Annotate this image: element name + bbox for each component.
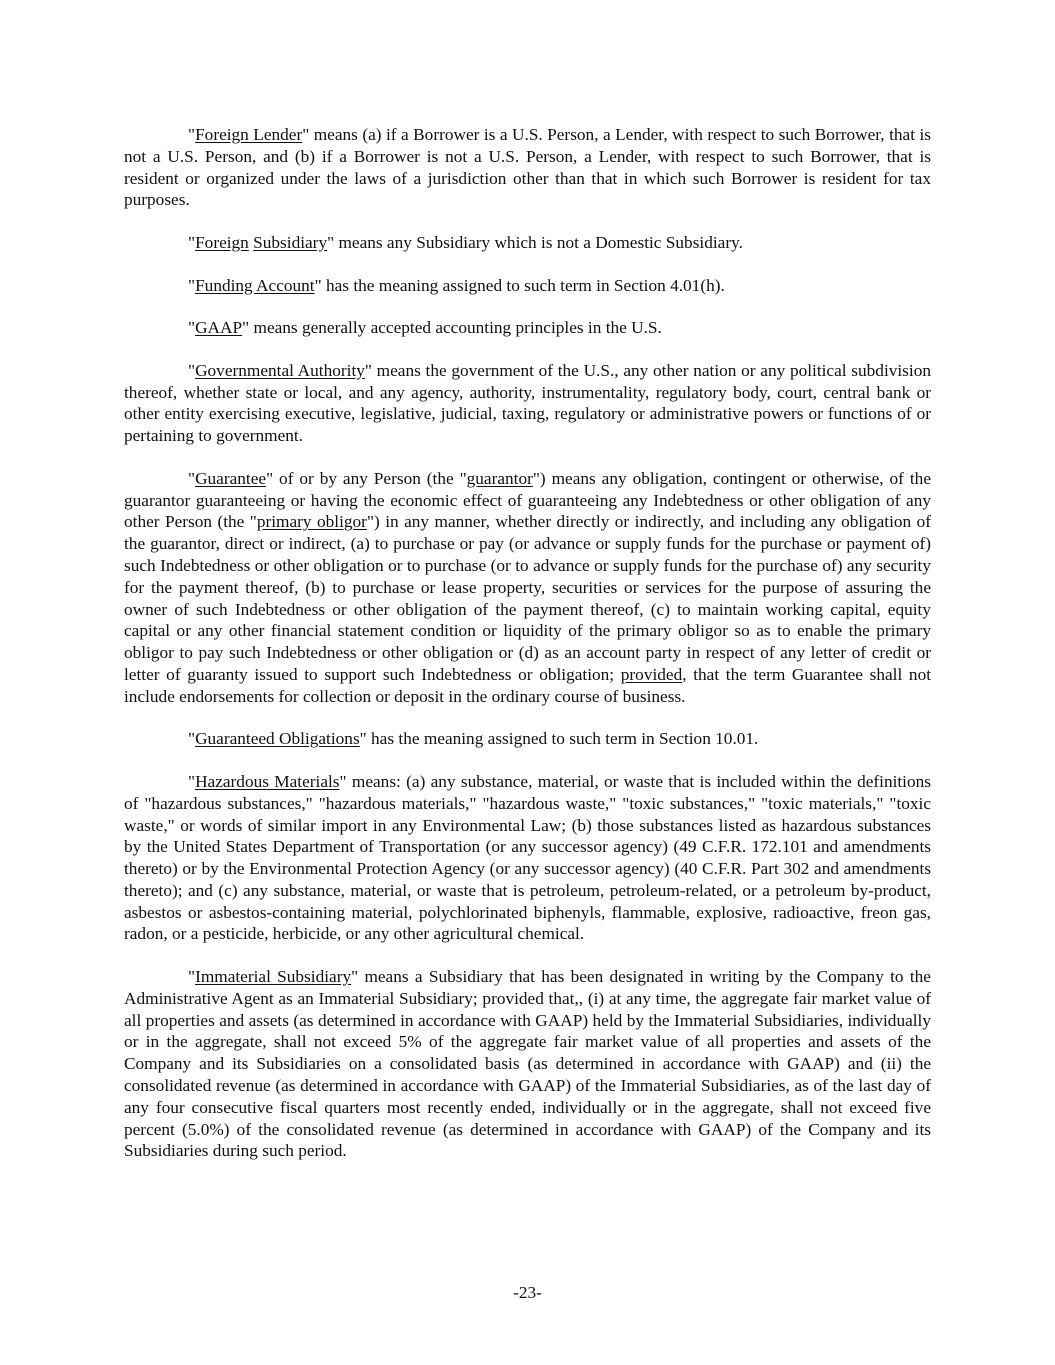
open-quote: " — [188, 729, 196, 749]
provided-term: provided — [620, 664, 683, 684]
definition-text: " means generally accepted accounting principles in the U.S. — [242, 318, 662, 338]
defined-term: guarantor — [466, 468, 533, 488]
definition-text: , that the term Guarantee shall not include endorsements for collection or deposit in the ordinary course of business. — [124, 664, 932, 706]
definition-guarantee — [124, 468, 931, 708]
definition-governmental-authority — [124, 360, 931, 447]
defined-term: Foreign — [195, 232, 249, 252]
definition-text: ") means any obligation, contingent or otherwise, of the guarantor guaranteeing or having the economic effect of guaranteeing any Indebtedness or other obligation of any other Person (the " — [124, 468, 931, 532]
definition-text: " means the government of the U.S., any other nation or any political subdivision thereof, whether state or local, and any agency, authority, instrumentality, regulatory body, court, central bank or other entity exercising executive, legislative, judicial, taxing, regulatory or administrative powers or functions of or pertaining to government. — [124, 360, 931, 446]
open-quote: " — [188, 468, 196, 488]
open-quote: " — [188, 771, 196, 791]
page-number: -23- — [513, 1283, 542, 1302]
defined-term: Guaranteed Obligations — [195, 729, 360, 749]
definition-immaterial-subsidiary — [124, 966, 931, 1162]
defined-term: Subsidiary — [253, 232, 328, 252]
definition-gaap — [124, 317, 931, 339]
definition-guaranteed-obligations — [124, 728, 931, 750]
definition-hazardous-materials — [124, 771, 931, 945]
definition-funding-account — [124, 275, 931, 297]
open-quote: " — [188, 275, 196, 295]
definition-text: " means (a) if a Borrower is a U.S. Person, a Lender, with respect to such Borrower, that is not a U.S. Person, and (b) if a Borrower is not a U.S. Person, a Lender, with respect to such Borrower, that is resident or organized under the laws of a jurisdiction other than that in which such Borrower is resident for tax purposes. — [124, 125, 931, 210]
definition-text: " of or by any Person (the " — [266, 468, 467, 488]
document-page — [124, 124, 931, 1183]
defined-term: GAAP — [195, 318, 243, 338]
definition-text: " means any Subsidiary which is not a Domestic Subsidiary. — [327, 232, 743, 252]
definition-text: " means: (a) any substance, material, or waste that is included within the definitions of "hazardous substances," "hazardous materials," "hazardous waste," "toxic substances," "toxic materials," "toxic waste," or words of similar import in any Environmental Law; (b) those substances listed as hazardous substances by the United States Department of Transportation (or any successor agency) (49 C.F.R. 172.101 and amendments thereto) or by the Environmental Protection Agency (or any successor agency) (40 C.F.R. Part 302 and amendments thereto); and (c) any substance, material, or waste that is petroleum, petroleum-related, or a petroleum by-product, asbestos or asbestos-containing material, polychlorinated biphenyls, flammable, explosive, radioactive, freon gas, radon, or a pesticide, herbicide, or any other agricultural chemical. — [124, 771, 931, 944]
open-quote: " — [188, 125, 196, 144]
defined-term: Guarantee — [195, 468, 267, 488]
definition-text: ") in any manner, whether directly or indirectly, and including any obligation of the guarantor, direct or indirect, (a) to purchase or pay (or advance or supply funds for the purchase or payment of) such Indebtedness or other obligation or to purchase (or to advance or supply funds for the purchase of) any security for the payment thereof, (b) to purchase or lease property, securities or services for the purpose of assuring the owner of such Indebtedness or other obligation of the payment thereof, (c) to maintain working capital, equity capital or any other financial statement condition or liquidity of the primary obligor so as to enable the primary obligor to pay such Indebtedness or other obligation or (d) as an account party in respect of any letter of credit or letter of guaranty issued to support such Indebtedness or obligation; — [124, 512, 932, 684]
open-quote: " — [188, 232, 196, 252]
definition-text: " has the meaning assigned to such term in Section 10.01. — [359, 729, 759, 749]
defined-term: Governmental Authority — [195, 360, 365, 380]
defined-term: Immaterial Subsidiary — [195, 967, 352, 987]
defined-term: Foreign Lender — [195, 125, 303, 144]
definition-text: " has the meaning assigned to such term in Section 4.01(h). — [314, 275, 725, 295]
definition-foreign-subsidiary — [124, 232, 931, 254]
open-quote: " — [188, 967, 196, 987]
defined-term: primary obligor — [256, 512, 367, 532]
open-quote: " — [188, 318, 196, 338]
open-quote: " — [188, 360, 196, 380]
defined-term: Funding Account — [195, 275, 315, 295]
definition-text: " means a Subsidiary that has been designated in writing by the Company to the Administrative Agent as an Immaterial Subsidiary; provided that,, (i) at any time, the aggregate fair market value of all properties and assets (as determined in accordance with GAAP) held by the Immaterial Subsidiaries, individually or in the aggregate, shall not exceed 5% of the aggregate fair market value of all properties and assets of the Company and its Subsidiaries on a consolidated basis (as determined in accordance with GAAP) and (ii) the consolidated revenue (as determined in accordance with GAAP) of the Immaterial Subsidiaries, as of the last day of any four consecutive fiscal quarters most recently ended, individually or in the aggregate, shall not exceed five percent (5.0%) of the consolidated revenue (as determined in accordance with GAAP) of the Company and its Subsidiaries during such period. — [124, 967, 931, 1161]
defined-term: Hazardous Materials — [195, 771, 340, 791]
definition-foreign-lender — [124, 124, 931, 211]
